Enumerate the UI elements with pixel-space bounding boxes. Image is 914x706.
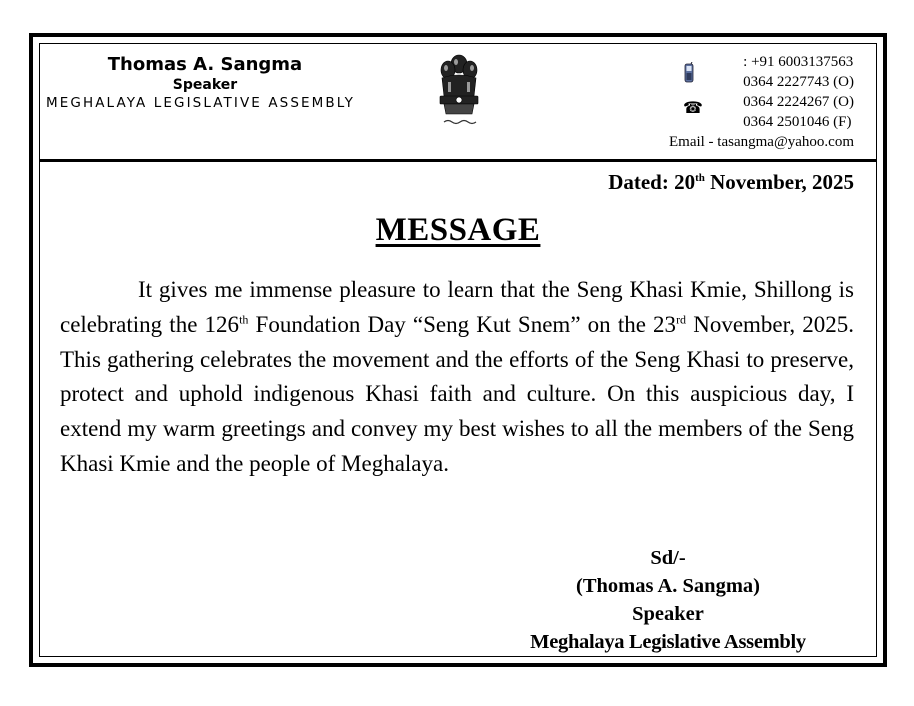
signature-role: Speaker (632, 603, 704, 625)
body-part-1: It gives me immense pleasure to learn that the Seng Khasi Kmie, Shillong is celebrating the 126 (60, 277, 854, 337)
signature-sd: Sd/- (650, 547, 686, 569)
signature-block (498, 544, 838, 656)
contact-mobile: : +91 6003137563 (743, 54, 854, 70)
letterhead (40, 44, 876, 159)
dated-prefix: Dated: 20 (608, 170, 696, 194)
signature-organization: Meghalaya Legislative Assembly (530, 631, 806, 653)
dated-ordinal: th (695, 172, 705, 184)
body-ordinal-1: th (239, 312, 249, 327)
message-title: MESSAGE (375, 212, 541, 248)
contact-office-1: 0364 2227743 (O) (743, 74, 854, 90)
letterhead-identity (40, 54, 355, 111)
contact-office-2: 0364 2224267 (O) (743, 94, 854, 110)
body-ordinal-2: rd (676, 312, 687, 327)
dated-suffix: November, 2025 (704, 170, 854, 194)
message-body (60, 273, 854, 482)
contact-email: Email - tasangma@yahoo.com (668, 134, 854, 150)
mobile-phone-icon (682, 62, 696, 84)
header-divider (40, 159, 876, 162)
body-part-3: November, 2025. This gathering celebrates the movement and the efforts of the Seng Khasi to preserve, protect and uphold indigenous Khasi faith and culture. On this auspicious day, I extend my warm greetings and convey my best wishes to all the members of the Seng Khasi Kmie and the people of Meghalaya. (60, 311, 855, 476)
speaker-name: Thomas A. Sangma (107, 54, 303, 75)
message-paragraph (60, 273, 854, 482)
letter-inner-frame (39, 43, 877, 657)
speaker-role: Speaker (172, 77, 238, 93)
signature-name: (Thomas A. Sangma) (576, 575, 760, 597)
telephone-icon: ☎ (683, 98, 703, 117)
contact-block (668, 52, 854, 150)
letter-frame (29, 33, 887, 667)
state-emblem-icon (430, 50, 488, 130)
contact-fax: 0364 2501046 (F) (743, 114, 852, 130)
dated-line (608, 170, 854, 195)
body-part-2: Foundation Day “Seng Kut Snem” on the 23 (248, 311, 677, 337)
organization-name: MEGHALAYA LEGISLATIVE ASSEMBLY (46, 95, 355, 111)
